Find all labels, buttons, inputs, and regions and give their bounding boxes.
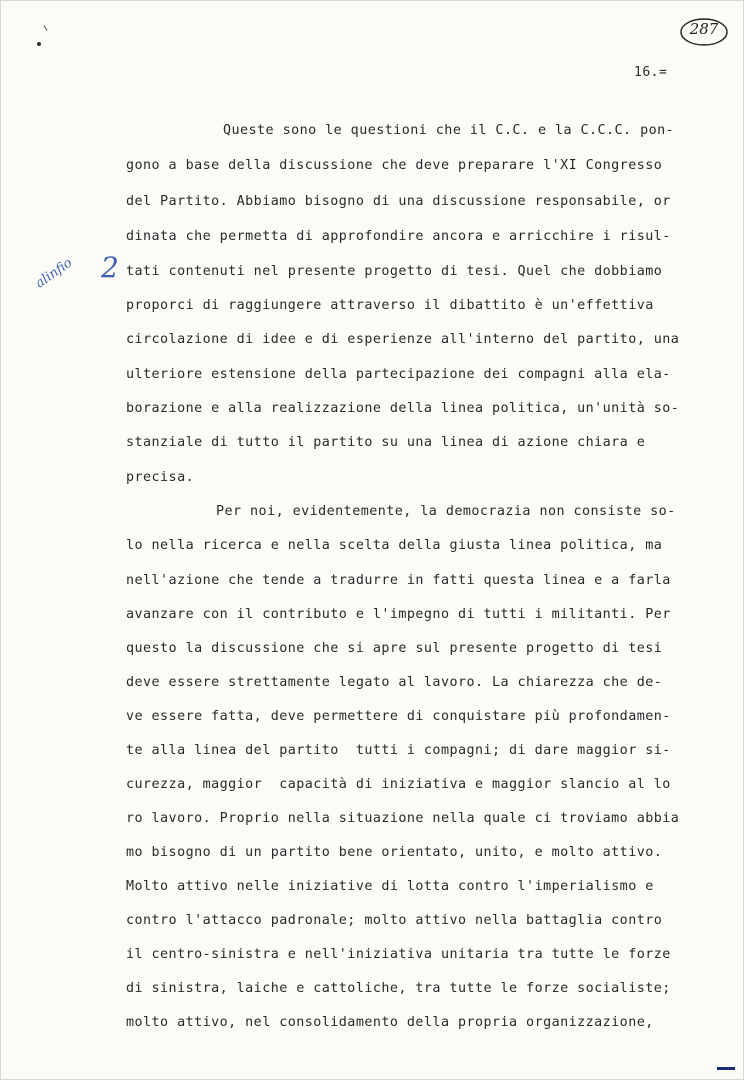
text-line: deve essere strettamente legato al lavoro. La chiarezza che de-	[126, 675, 663, 690]
margin-mark: 2	[101, 251, 119, 284]
handwritten-folio-number: 287	[689, 20, 719, 38]
text-line: mo bisogno di un partito bene orientato, unito, e molto attivo.	[126, 845, 663, 860]
corner-mark	[717, 1067, 735, 1070]
text-line: ve essere fatta, deve permettere di conquistare più profondamen-	[126, 709, 671, 724]
text-line: curezza, maggior capacità di iniziativa e maggior slancio al lo	[126, 777, 671, 792]
text-line: contro l'attacco padronale; molto attivo nella battaglia contro	[126, 913, 663, 928]
text-line: del Partito. Abbiamo bisogno di una discussione responsabile, or	[126, 194, 671, 209]
text-line: avanzare con il contributo e l'impegno di tutti i militanti. Per	[126, 607, 671, 622]
text-line: gono a base della discussione che deve preparare l'XI Congresso	[126, 158, 663, 173]
margin-note: alinfio	[33, 255, 76, 292]
ink-dot	[37, 42, 41, 46]
text-line: ulteriore estensione della partecipazione dei compagni alla ela-	[126, 367, 671, 382]
text-line: di sinistra, laiche e cattoliche, tra tutte le forze socialiste;	[126, 981, 671, 996]
text-line: ro lavoro. Proprio nella situazione nella quale ci troviamo abbia	[126, 811, 680, 826]
ink-mark	[44, 25, 48, 31]
text-line: te alla linea del partito tutti i compagni; di dare maggior si-	[126, 743, 671, 758]
text-line: Per noi, evidentemente, la democrazia non consiste so-	[216, 504, 676, 519]
text-line: borazione e alla realizzazione della linea politica, un'unità so-	[126, 401, 680, 416]
text-line: Queste sono le questioni che il C.C. e la C.C.C. pon-	[223, 123, 675, 138]
text-line: circolazione di idee e di esperienze all'interno del partito, una	[126, 332, 680, 347]
text-line: tati contenuti nel presente progetto di tesi. Quel che dobbiamo	[126, 264, 663, 279]
text-line: proporci di raggiungere attraverso il dibattito è un'effettiva	[126, 298, 654, 313]
text-line: stanziale di tutto il partito su una linea di azione chiara e	[126, 435, 646, 450]
text-line: il centro-sinistra e nell'iniziativa unitaria tra tutte le forze	[126, 947, 671, 962]
text-line: nell'azione che tende a tradurre in fatti questa linea e a farla	[126, 573, 671, 588]
text-line: molto attivo, nel consolidamento della propria organizzazione,	[126, 1015, 654, 1030]
text-line: Molto attivo nelle iniziative di lotta contro l'imperialismo e	[126, 879, 654, 894]
text-line: precisa.	[126, 470, 195, 485]
page-number: 16.=	[634, 65, 668, 80]
text-line: dinata che permetta di approfondire ancora e arricchire i risul-	[126, 229, 671, 244]
text-line: questo la discussione che si apre sul presente progetto di tesi	[126, 641, 663, 656]
text-line: lo nella ricerca e nella scelta della giusta linea politica, ma	[126, 538, 663, 553]
